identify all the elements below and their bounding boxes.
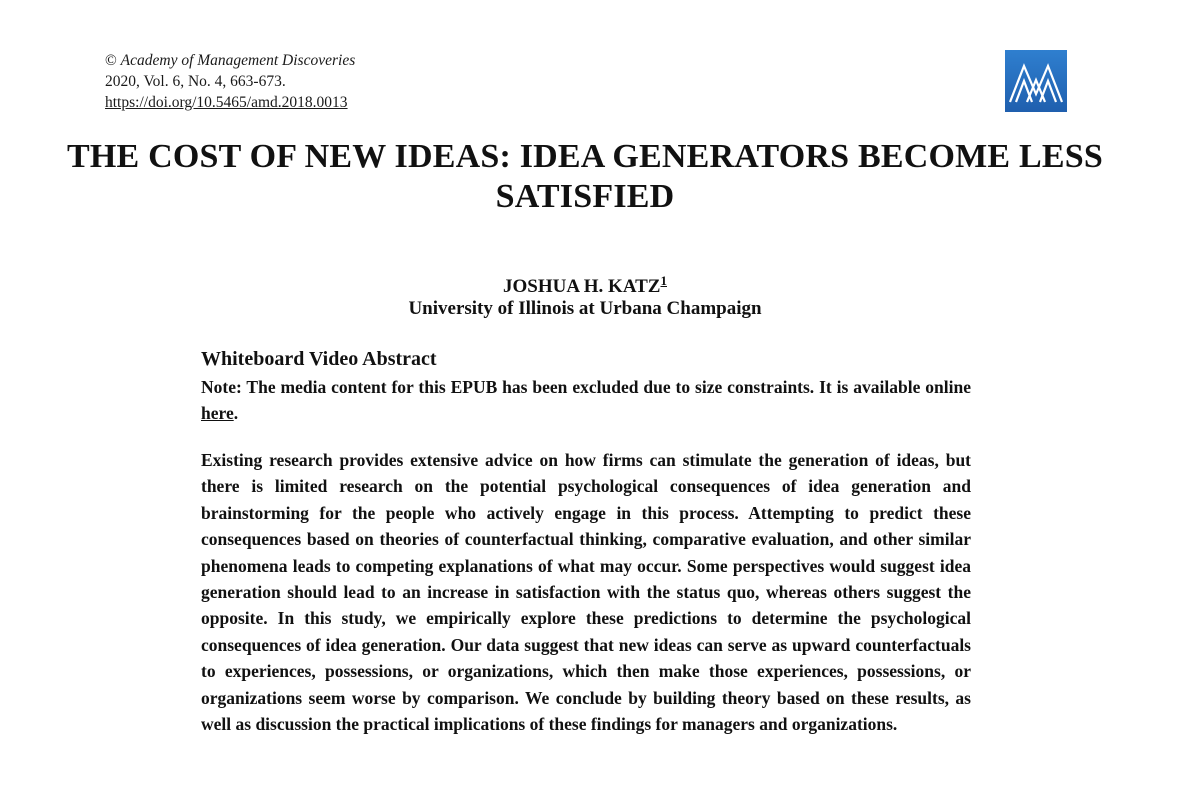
academy-of-management-logo-icon bbox=[1005, 50, 1067, 112]
here-link[interactable]: here bbox=[201, 403, 234, 423]
volume-line: 2020, Vol. 6, No. 4, 663-673. bbox=[105, 73, 286, 90]
author-affiliation: University of Illinois at Urbana Champaign bbox=[408, 298, 762, 319]
author-footnote-link[interactable]: 1 bbox=[660, 273, 667, 288]
media-note-end: . bbox=[233, 403, 239, 423]
media-note-text: Note: The media content for this EPUB has been excluded due to size constraints. It is available online bbox=[201, 377, 971, 397]
citation-block bbox=[105, 50, 355, 113]
abstract-paragraph: Existing research provides extensive advice on how firms can stimulate the generation of ideas, but there is limited research on the potential psychological consequences of idea generation and brainstorming for the people who actively engage in this process. Attempting to predict these consequences based on theories of counterfactual thinking, comparative evaluation, and other similar phenomena leads to competing explanations of what may occur. Some perspectives would suggest idea generation should lead to an increase in satisfaction with the status quo, whereas others suggest the opposite. In this study, we empirically explore these predictions to determine the psychological consequences of idea generation. Our data suggest that new ideas can serve as upward counterfactuals to experiences, possessions, or organizations, which then make those experiences, possessions, or organizations seem worse by comparison. We conclude by building theory based on these results, as well as discussion the practical implications of these findings for managers and organizations. bbox=[201, 450, 971, 735]
paper-title: THE COST OF NEW IDEAS: IDEA GENERATORS BECOME LESS SATISFIED bbox=[67, 138, 1103, 215]
author-name: JOSHUA H. KATZ bbox=[503, 276, 661, 297]
video-abstract-heading: Whiteboard Video Abstract bbox=[201, 348, 437, 370]
doi-link[interactable]: https://doi.org/10.5465/amd.2018.0013 bbox=[105, 94, 348, 111]
copyright-symbol: © bbox=[105, 52, 117, 69]
media-note bbox=[201, 374, 971, 426]
journal-name: Academy of Management Discoveries bbox=[120, 52, 356, 69]
journal-line bbox=[105, 50, 355, 71]
